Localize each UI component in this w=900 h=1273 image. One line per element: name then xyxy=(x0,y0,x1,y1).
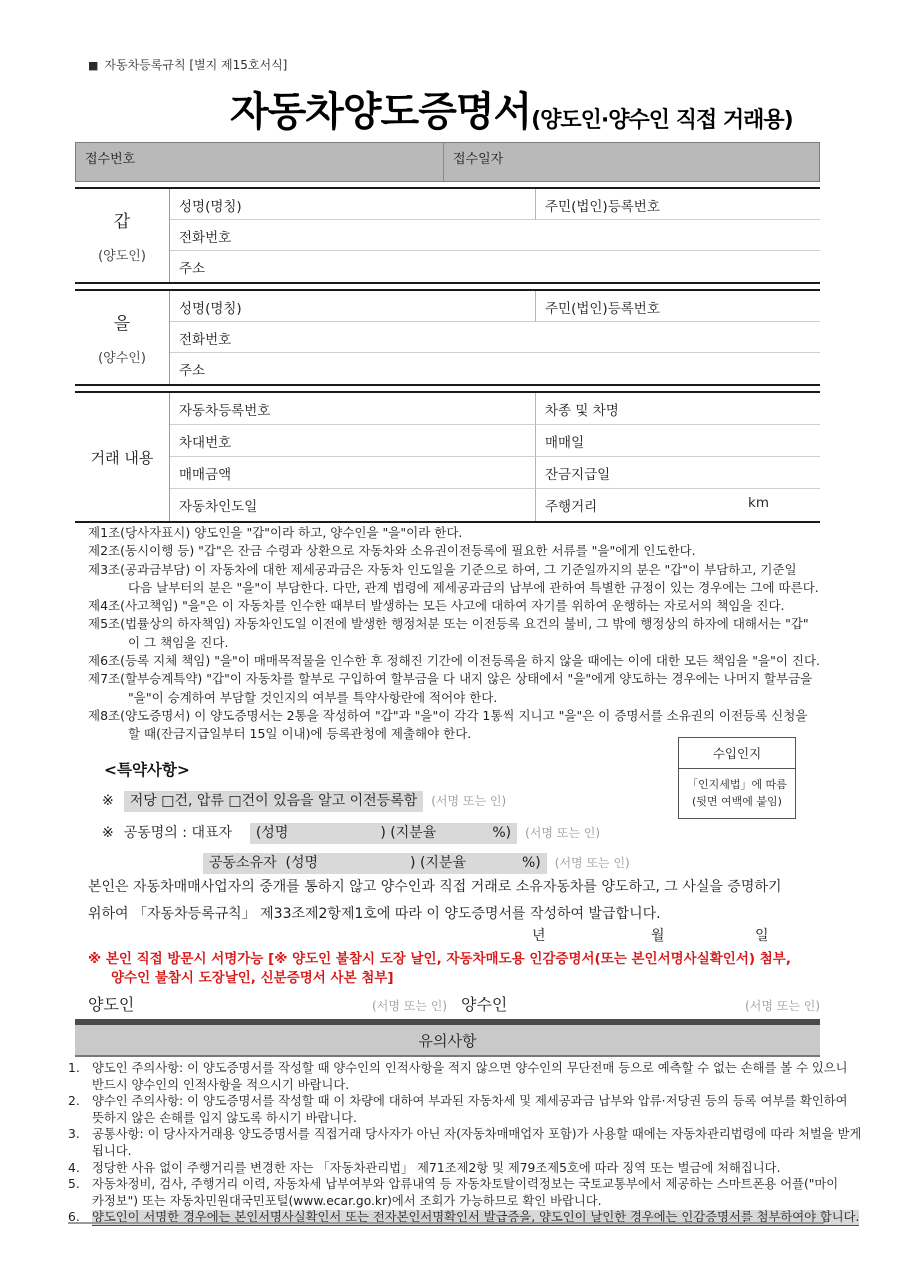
note-text: 양수인 주의사항: 이 양도증명서를 작성할 때 이 차량에 대하여 부과된 자동차세 및 제세공과금 납부와 압류·저당권 등의 등록 여부를 확인하여 xyxy=(92,1094,848,1109)
square-bullet-icon: ■ xyxy=(88,59,99,72)
transferee-table xyxy=(75,289,820,386)
doc-reference xyxy=(88,56,287,73)
note-number: 4. xyxy=(68,1160,80,1175)
reception-table xyxy=(75,142,820,182)
transaction-table xyxy=(75,391,820,523)
note-number: 6. xyxy=(68,1210,80,1225)
transferee-address-field: 주소 xyxy=(179,363,206,379)
special-terms-line-lien xyxy=(102,790,506,810)
sign-or-seal-note: (서명 또는 인) xyxy=(431,794,507,808)
name-blank-label: (성명 xyxy=(255,825,289,841)
clause-3-cont: 다음 날부터의 분은 "을"이 부담한다. 다만, 관계 법령에 제세공과금의 납부에 관하여 특별한 규정이 있는 경우에는 그에 따른다. xyxy=(128,579,819,595)
clause-7-cont: "을"이 승계하여 부담할 것인지의 여부를 특약사항란에 적어야 한다. xyxy=(128,689,498,705)
delivery-date-field: 자동차인도일 xyxy=(179,499,258,515)
transferor-table xyxy=(75,187,820,284)
sign-or-seal-note: (서명 또는 인) xyxy=(554,856,630,870)
transferor-label xyxy=(75,189,170,282)
title-main: 자동차양도증명서 xyxy=(230,89,532,135)
month-label: 월 xyxy=(651,928,665,944)
mileage-unit: km xyxy=(748,495,769,511)
revenue-stamp-title: 수입인지 xyxy=(679,738,795,769)
transaction-label: 거래 내용 xyxy=(75,393,170,521)
year-label: 년 xyxy=(532,928,546,944)
note-item-2 xyxy=(68,1093,858,1110)
red-warning-line1: ※ 본인 직접 방문시 서명가능 [※ 양도인 불참시 도장 날인, 자동차매도용 인감증명서(또는 본인서명사실확인서) 첨부, xyxy=(88,951,791,967)
note-number: 5. xyxy=(68,1177,80,1192)
note-number: 2. xyxy=(68,1094,80,1109)
note-text-highlighted: 양도인이 서명한 경우에는 본인서명사실확인서 또는 전자본인서명확인서 발급증을, 양도인이 날인한 경우에는 인감증명서를 첨부하여야 합니다. xyxy=(92,1210,860,1225)
revenue-stamp-note-line1: 「인지세법」에 따름 xyxy=(687,778,787,791)
note-text: 카정보") 또는 자동차민원대국민포털(www.ecar.go.kr)에서 조회가 가능하므로 확인 바랍니다. xyxy=(92,1193,602,1208)
sign-or-seal-note: (서명 또는 인) xyxy=(745,999,820,1013)
sign-or-seal-note: (서명 또는 인) xyxy=(372,999,447,1013)
red-warning-line2: 양수인 불참시 도장날인, 신분증명서 사본 첨부] xyxy=(111,970,394,986)
mileage-label: 주행거리 xyxy=(545,499,598,515)
transferor-regno-field: 주민(법인)등록번호 xyxy=(535,189,820,220)
special-terms-line-joint xyxy=(102,822,600,842)
note-item-3-cont xyxy=(68,1143,858,1160)
bottom-rule xyxy=(68,1222,824,1224)
joint-name-prefix: 공동명의 : 대표자 xyxy=(123,825,233,841)
note-item-5 xyxy=(68,1176,858,1193)
share-blank-label: ) (지분율 xyxy=(380,825,437,841)
clause-5-cont: 이 그 책임을 진다. xyxy=(128,634,229,650)
note-text: 양도인 주의사항: 이 양도증명서를 작성할 때 양수인의 인적사항을 적지 않으면 양수인의 무단전매 등으로 예측할 수 없는 손해를 볼 수 있으니 xyxy=(92,1061,848,1075)
transferor-sign-label: 양도인 xyxy=(88,995,135,1014)
notice-header-bar xyxy=(75,1019,820,1057)
clause-8-cont: 할 때(잔금지급일부터 15일 이내)에 등록관청에 제출해야 한다. xyxy=(128,726,472,742)
vehicle-regno-field: 자동차등록번호 xyxy=(170,393,535,425)
coowner-label: 공동소유자 xyxy=(209,855,277,871)
clause-5: 제5조(법률상의 하자책임) 자동차인도일 이전에 발생한 행정처분 또는 이전등록 요건의 불비, 그 밖에 행정상의 하자에 대해서는 "갑" xyxy=(88,616,809,632)
note-text: 반드시 양수인의 인적사항을 적으시기 바랍니다. xyxy=(92,1077,350,1092)
percent-label: %) xyxy=(492,825,512,841)
sign-or-seal-note: (서명 또는 인) xyxy=(525,826,601,840)
transferor-name-field: 성명(명칭) xyxy=(170,189,535,220)
note-text: 자동차정비, 검사, 주행거리 이력, 자동차세 납부여부와 압류내역 등 자동차토탈이력정보는 국토교통부에서 제공하는 스마트폰용 어플("마이 xyxy=(92,1177,839,1192)
note-number: 3. xyxy=(68,1127,80,1142)
share-blank-label: ) (지분율 xyxy=(410,855,466,871)
reference-mark-icon: ※ xyxy=(102,793,114,809)
transferor-label-sub: (양도인) xyxy=(98,248,146,264)
revenue-stamp-note xyxy=(679,769,795,818)
declaration-paragraph xyxy=(88,874,848,928)
note-item-2-cont xyxy=(68,1110,858,1127)
transferee-signature xyxy=(447,992,820,1015)
clause-6: 제6조(등록 지체 책임) "을"이 매매목적물을 인수한 후 정해진 기간에 이전등록을 하지 않을 때에는 이에 대한 모든 책임을 "을"이 진다. xyxy=(88,653,821,669)
vin-field: 차대번호 xyxy=(170,425,535,457)
joint-representative-blank xyxy=(250,823,517,844)
clause-2: 제2조(동시이행 등) "갑"은 잔금 수령과 상환으로 자동차와 소유권이전등록에 필요한 서류를 "을"에게 인도한다. xyxy=(88,543,696,559)
special-terms-line-coowner xyxy=(203,852,630,872)
balance-date-field: 잔금지급일 xyxy=(535,457,820,489)
revenue-stamp-box xyxy=(678,737,796,819)
transferee-label xyxy=(75,291,170,384)
transferee-name-field: 성명(명칭) xyxy=(170,291,535,322)
day-label: 일 xyxy=(755,928,769,944)
coowner-blank xyxy=(203,853,547,874)
note-item-1-cont xyxy=(68,1077,858,1094)
transferor-signature xyxy=(75,992,447,1015)
reception-date-cell: 접수일자 xyxy=(453,152,504,167)
clause-1: 제1조(당사자표시) 양도인을 "갑"이라 하고, 양수인을 "을"이라 한다. xyxy=(88,525,463,540)
transferor-label-main: 갑 xyxy=(113,212,131,233)
note-text: 뜻하지 않은 손해를 입지 않도록 하시기 바랍니다. xyxy=(92,1110,357,1125)
transferee-phone-field: 전화번호 xyxy=(170,322,820,353)
lien-statement: 저당 □건, 압류 □건이 있음을 알고 이전등록함 xyxy=(124,791,424,812)
signature-row xyxy=(75,992,820,1015)
contract-clauses xyxy=(88,524,848,744)
note-text: 됩니다. xyxy=(92,1143,132,1158)
clause-8: 제8조(양도증명서) 이 양도증명서는 2통을 작성하여 "갑"과 "을"이 각각 1통씩 지니고 "을"은 이 증명서를 소유권의 이전등록 신청을 xyxy=(88,707,808,723)
transferee-label-sub: (양수인) xyxy=(98,350,146,366)
clause-7: 제7조(할부승계특약) "갑"이 자동차를 할부로 구입하여 할부금을 다 내지 않은 상태에서 "을"에게 양도하는 경우에는 나머지 할부금을 xyxy=(88,671,813,687)
note-item-1 xyxy=(68,1060,858,1077)
transferor-address-field: 주소 xyxy=(179,261,206,277)
sale-date-field: 매매일 xyxy=(535,425,820,457)
declaration-line2: 위하여 「자동차등록규칙」 제33조제2항제1호에 따라 이 양도증명서를 작성하여 발급합니다. xyxy=(88,906,661,922)
percent-label: %) xyxy=(522,855,541,871)
red-warning-note xyxy=(88,950,868,988)
transferee-sign-label: 양수인 xyxy=(461,995,508,1014)
sale-amount-field: 매매금액 xyxy=(170,457,535,489)
transferor-phone-field: 전화번호 xyxy=(170,220,820,251)
note-item-5-cont xyxy=(68,1193,858,1210)
doc-reference-text: 자동차등록규칙 [별지 제15호서식] xyxy=(104,58,288,72)
vehicle-type-field: 차종 및 차명 xyxy=(535,393,820,425)
transferee-regno-field: 주민(법인)등록번호 xyxy=(535,291,820,322)
note-item-3 xyxy=(68,1126,862,1143)
title-suffix: (양도인·양수인 직접 거래용) xyxy=(531,108,793,133)
revenue-stamp-note-line2: (뒷면 여백에 붙임) xyxy=(692,795,782,808)
reception-number-cell: 접수번호 xyxy=(76,143,444,181)
transferee-label-main: 을 xyxy=(113,314,131,335)
clause-4: 제4조(사고책임) "을"은 이 자동차를 인수한 때부터 발생하는 모든 사고에 대하여 자기를 위하여 운행하는 자로서의 책임을 진다. xyxy=(88,598,785,614)
note-number: 1. xyxy=(68,1061,80,1075)
notice-title: 유의사항 xyxy=(418,1031,477,1050)
clause-3: 제3조(공과금부담) 이 자동차에 대한 제세공과금은 자동차 인도일을 기준으로 하여, 그 기준일까지의 분은 "갑"이 부담하고, 기준일 xyxy=(88,561,797,577)
note-text: 공통사항: 이 당사자거래용 양도증명서를 직접거래 당사자가 아닌 자(자동차매매업자 포함)가 사용할 때에는 자동차관리법령에 따라 처벌을 받게 xyxy=(92,1127,862,1142)
mileage-field xyxy=(535,489,820,521)
note-item-4 xyxy=(68,1160,858,1177)
note-text: 정당한 사유 없이 주행거리를 변경한 자는 「자동차관리법」 제71조제2항 및 제79조제5호에 따라 징역 또는 벌금에 처해집니다. xyxy=(92,1160,781,1175)
date-line xyxy=(0,925,900,945)
reference-mark-icon: ※ xyxy=(102,825,114,841)
name-blank-label: (성명 xyxy=(285,855,319,871)
notice-list xyxy=(68,1060,862,1226)
page-title xyxy=(230,80,793,137)
special-terms-heading: <특약사항> xyxy=(104,761,190,779)
declaration-line1: 본인은 자동차매매사업자의 중개를 통하지 않고 양수인과 직접 거래로 소유자동차를 양도하고, 그 사실을 증명하기 xyxy=(88,879,782,895)
